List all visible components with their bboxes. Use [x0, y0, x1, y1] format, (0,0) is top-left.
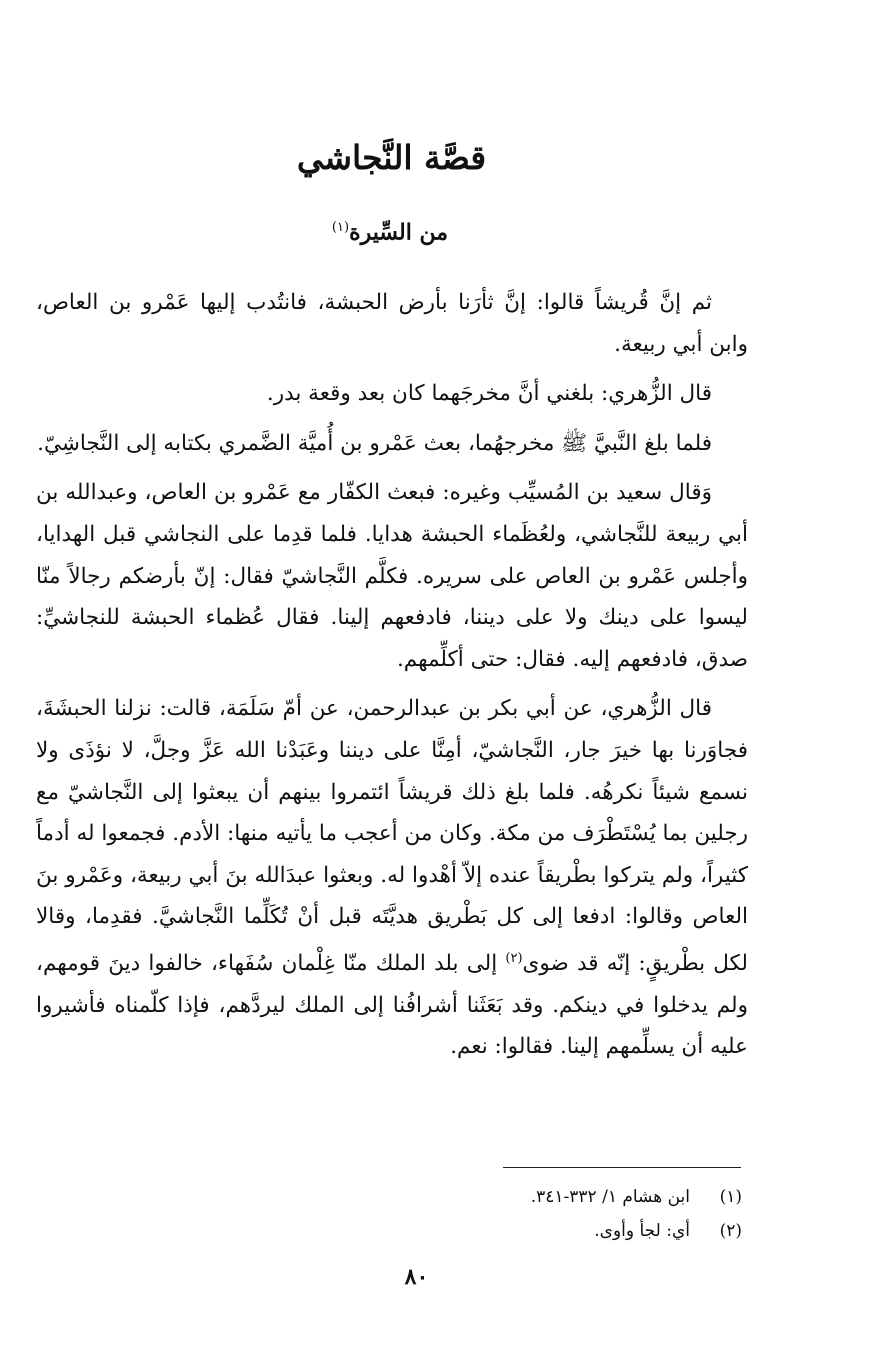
- chapter-title: قصَّة النَّجاشي: [296, 138, 487, 177]
- footnote-item: [242, 1180, 742, 1214]
- footnote-text: ابن هشام ١/ ٣٣٢-٣٤١.: [530, 1187, 690, 1207]
- subtitle-text: من السِّيرة: [349, 219, 448, 246]
- footnote-ref-1: (١): [331, 220, 350, 235]
- paragraph-with-footnote: قال الزُّهري، عن أبي بكر بن عبدالرحمن، عن أمّ سَلَمَة، قالت: نزلنا الحبشَةَ، فجاوَرنا بها خيرَ جار، النَّجاشيّ، أمِنَّا على ديننا وعَبَدْنا الله عَزَّ وجلَّ، لا نؤذَى ولا نسمع شيئاً نكرهُه. فلما بلغ ذلك قريشاً ائتمروا بينهم أن يبعثوا إلى النَّجاشيّ مع رجلين بما يُسْتَطْرَف من مكة. وكان من أعجب ما يأتيه منها: الأدم. فجمعوا له أدماً كثيراً، ولم يتركوا بطْريقاً عنده إلاّ أهْدوا له. وبعثوا عبدَالله بنَ أبي ربيعة، وعَمْرو بنَ العاص وقالوا: ادفعا إلى كل بَطْريق هديَّتَه قبل أنْ تُكَلِّما النَّجاشيَّ. فقدِما، وقالا لكل بطْريقٍ: إنّه قد ضوى$^{(٢)}$ إلى بلد الملك منّا غِلْمان سُفَهاء، خالفوا دينَ قومهم، ولم يدخلوا في دينكم. وقد بَعَثَنا أشرافُنا إلى الملك ليردَّهم، فإذا كلّمناه فأشيروا عليه أن يسلِّمهم إلينا. فقالوا: نعم.: [36, 696, 748, 1060]
- footnote-number: (١): [719, 1187, 742, 1207]
- section-subtitle: [332, 210, 448, 250]
- footnote-item: [242, 1214, 742, 1248]
- paragraph: فلما بلغ النَّبيَّ ﷺ مخرجهُما، بعث عَمْرو بن أُميَّة الضَّمري بكتابه إلى النَّجاشِيّ.: [37, 430, 712, 456]
- paragraph: ثم إنَّ قُريشاً قالوا: إنَّ ثأرَنا بأرض الحبشة، فانتُدب إليها عَمْرو بن العاص، وابن أبي ربيعة.: [36, 290, 748, 357]
- paragraph: قال الزُّهري: بلغني أنَّ مخرجَهما كان بعد وقعة بدر.: [266, 381, 712, 407]
- footnote-divider: [503, 1167, 741, 1168]
- footnotes: [242, 1180, 742, 1248]
- footnote-ref-2: (٢): [505, 950, 523, 966]
- body-text: [36, 282, 748, 1068]
- footnote-text: أي: لجأ وأوى.: [594, 1221, 690, 1241]
- footnote-number: (٢): [719, 1221, 742, 1241]
- paragraph: وَقال سعيد بن المُسيِّب وغيره: فبعث الكفّار مع عَمْرو بن العاص، وعبدالله بن أبي ربيعة للنَّجاشي، ولعُظَماء الحبشة هدايا. فلما قدِما على النجاشي قبل الهدايا، وأجلس عَمْرو بن العاص على سريره. فكلَّم النَّجاشيّ فقال: إنّ بأرضكم رجالاً منّا ليسوا على دينك ولا على ديننا، فادفعهم إلينا. فقال عُظماء الحبشة للنجاشيِّ: صدق، فادفعهم إليه. فقال: حتى أكلِّمهم.: [36, 480, 748, 672]
- page-number: ٨٠: [404, 1264, 429, 1290]
